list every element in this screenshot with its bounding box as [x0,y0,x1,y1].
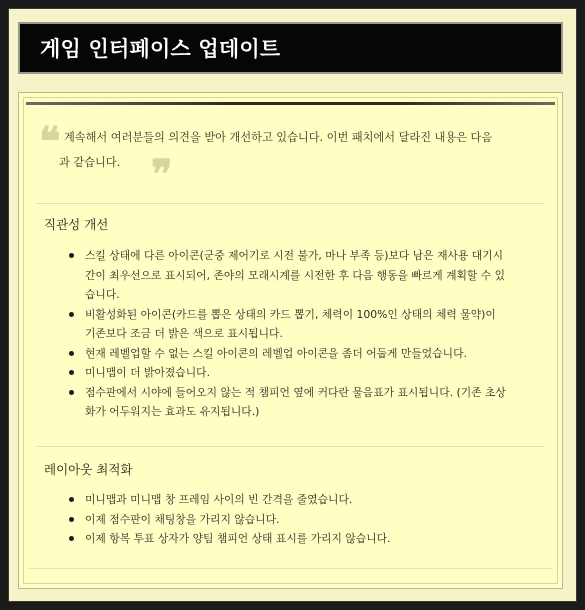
content-inner [23,97,558,584]
bullet-icon [69,351,74,356]
section-heading-intuitiveness: 직관성 개선 [44,217,109,232]
list-item-text: 미니맵과 미니맵 창 프레임 사이의 빈 간격을 줄였습니다. [85,493,353,506]
title-bar [18,22,563,74]
open-quote-icon: ❝ [39,118,61,165]
list-item-text: 스킬 상태에 다른 아이콘(군중 제어기로 시전 불가, 마나 부족 등)보다 남은 재사용 대기시 [85,249,504,262]
bullet-icon [69,253,74,258]
close-quote-icon: ❞ [151,151,173,198]
list-layout [69,490,541,549]
list-item [69,383,541,422]
bullet-icon [69,370,74,375]
list-item-text: 이제 항복 투표 상자가 양팀 챔피언 상태 표시를 가리지 않습니다. [85,532,391,545]
section-heading-layout: 레이아웃 최적화 [44,462,133,477]
list-item [69,490,541,510]
bullet-icon [69,497,74,502]
bullet-icon [69,390,74,395]
list-item [69,344,541,364]
list-item [69,529,541,549]
list-item-text: 간이 최우선으로 표시되어, 존야의 모래시계를 시전한 후 다음 행동을 빠르게 계획할 수 있 [85,268,506,282]
content-panel [18,92,563,589]
bullet-icon [69,536,74,541]
list-item-text: 점수판에서 시야에 들어오지 않는 적 챔피언 옆에 커다란 물음표가 표시됩니다. (기존 초상 [85,385,506,399]
list-intuitiveness [69,246,541,422]
list-item [69,510,541,530]
divider [36,203,545,204]
bottom-strip [28,568,553,579]
page-title: 게임 인터페이스 업데이트 [40,37,281,61]
list-item-text: 이제 점수판이 채팅창을 가리지 않습니다. [85,512,280,526]
list-item-text: 습니다. [85,288,120,301]
list-item-text: 미니맵이 더 밝아졌습니다. [85,366,211,379]
intro-line-2: 과 같습니다. [59,156,121,169]
list-item [69,305,541,344]
list-item [69,363,541,383]
bullet-icon [69,312,74,317]
list-item-text: 현재 레벨업할 수 없는 스킬 아이콘의 레벨업 아이콘을 좀더 어둡게 만들었습니다. [85,346,467,360]
list-item-text: 화가 어두워지는 효과도 유지됩니다.) [85,405,260,418]
list-item [69,246,541,305]
bullet-icon [69,517,74,522]
top-rule [26,102,555,105]
divider [36,446,545,447]
list-item-text: 기존보다 조금 더 밝은 색으로 표시됩니다. [85,327,283,340]
intro-line-1: 계속해서 여러분들의 의견을 받아 개선하고 있습니다. 이번 패치에서 달라진 내용은 다음 [64,131,493,144]
list-item-text: 비활성화된 아이콘(카드를 뽑은 상태의 카드 뽑기, 체력이 100%인 상태의 체력 물약)이 [85,307,496,321]
